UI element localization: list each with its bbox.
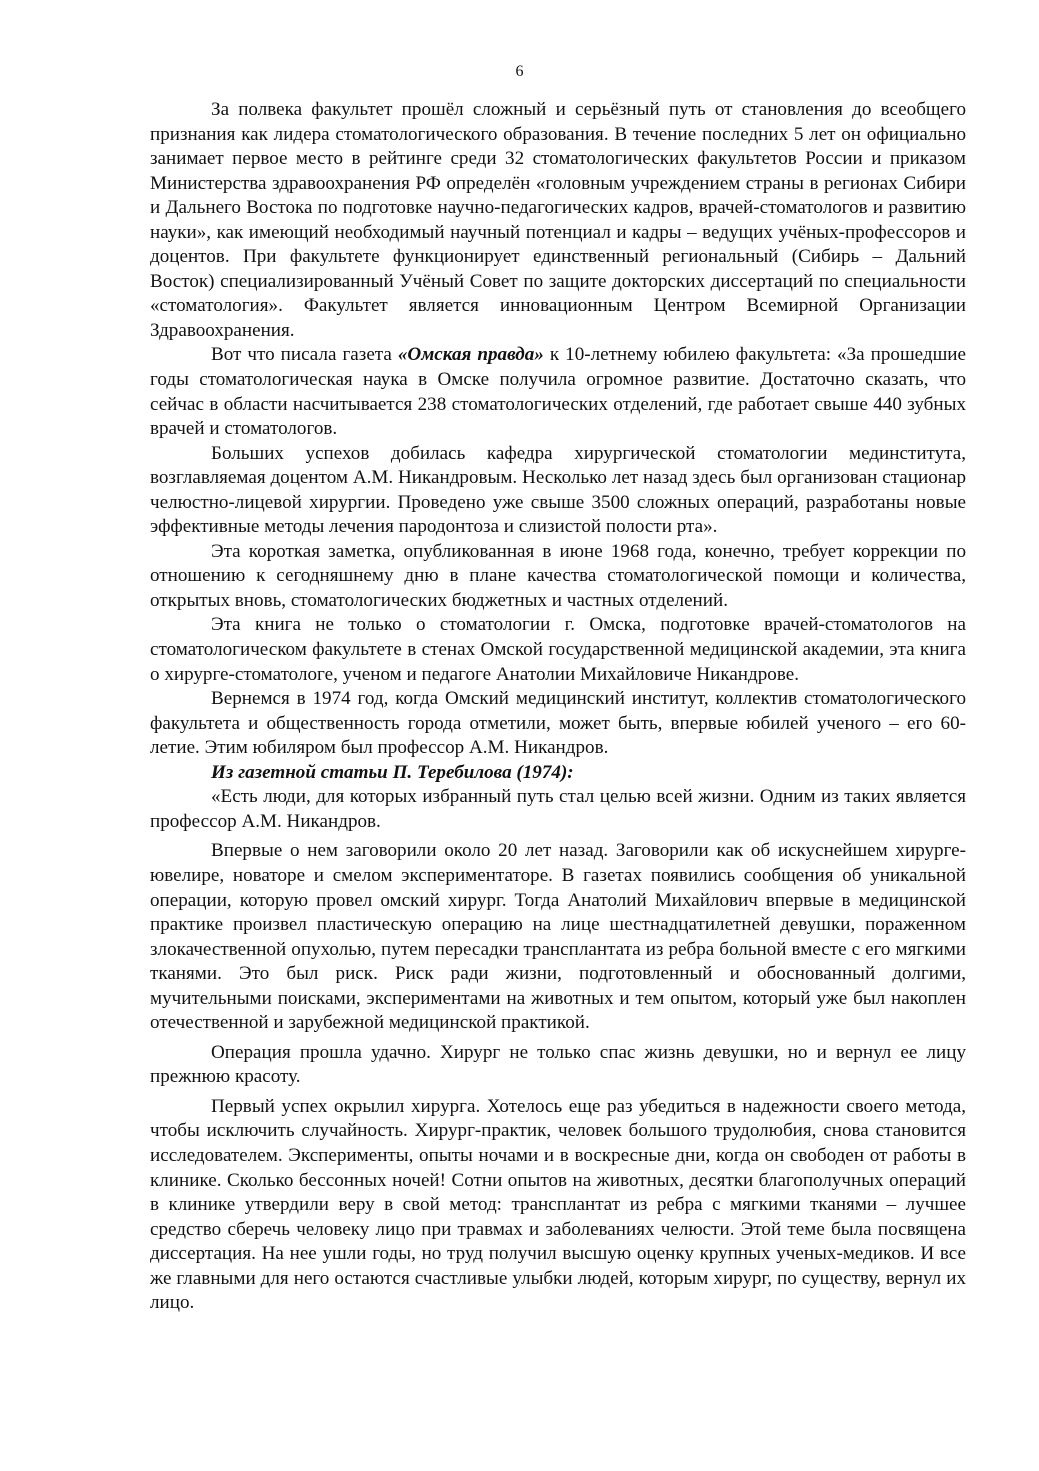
paragraph-surgery-department: Больших успехов добилась кафедра хирургической стоматологии мединститута, возглавляемая доцентом А.М. Никандровым. Несколько лет назад здесь был организован стационар челюстно-лицевой хирургии. Проведено уже свыше 3500 сложных операций, разработаны новые эффективные методы лечения пародонтоза и слизистой полости рта».: [150, 442, 966, 538]
document-body: [150, 98, 966, 1316]
paragraph-newspaper-quote-intro: Вот что писала газета: [211, 344, 398, 366]
article-heading: Из газетной статьи П. Теребилова (1974):: [211, 761, 574, 783]
paragraph-operation-success: Операция прошла удачно. Хирург не только спас жизнь девушки, но и вернул ее лицу прежнюю красоту.: [150, 1041, 966, 1088]
paragraph-newspaper-quote: [150, 343, 966, 441]
paragraph-first-operation: Впервые о нем заговорили около 20 лет назад. Заговорили как об искуснейшем хирурге-ювелире, новаторе и смелом экспериментаторе. В газетах появились сообщения об уникальной операции, которую провел омский хирург. Тогда Анатолий Михайлович впервые в медицинской практике произвел пластическую операцию на лице шестнадцатилетней девушки, пораженном злокачественной опухолью, путем пересадки трансплантата из ребра больной вместе с его мягкими тканями. Это был риск. Риск ради жизни, подготовленный и обоснованный долгими, мучительными поисками, экспериментами на животных и тем опытом, который уже был накоплен отечественной и зарубежной медицинской практикой.: [150, 840, 966, 1034]
paragraph-article-intro: «Есть люди, для которых избранный путь стал целью всей жизни. Одним из таких является профессор А.М. Никандров.: [150, 786, 966, 832]
paragraph-faculty-history: За полвека факультет прошёл сложный и серьёзный путь от становления до всеобщего признания как лидера стоматологического образования. В течение последних 5 лет он официально занимает первое место в рейтинге среди 32 стоматологических факультетов России и приказом Министерства здравоохранения РФ определён «головным учреждением страны в регионах Сибири и Дальнего Востока по подготовке научно-педагогических кадров, врачей-стоматологов и развитию науки», как имеющий необходимый научный потенциал и кадры – ведущих учёных-профессоров и доцентов. При факультете функционирует единственный региональный (Сибирь – Дальний Восток) специализированный Учёный Совет по защите докторских диссертаций по специальности «стоматология». Факультет является инновационным Центром Всемирной Организации Здравоохранения.: [150, 99, 966, 341]
paragraph-jubilee-1974: Вернемся в 1974 год, когда Омский медицинский институт, коллектив стоматологического факультета и общественность города отметили, может быть, впервые юбилей ученого – его 60-летие. Этим юбиляром был профессор А.М. Никандров.: [150, 688, 966, 759]
paragraph-research-method: Первый успех окрылил хирурга. Хотелось еще раз убедиться в надежности своего метода, чтобы исключить случайность. Хирург-практик, человек большого трудолюбия, снова становится исследователем. Эксперименты, опыты ночами и в воскресные дни, когда он свободен от работы в клинике. Сколько бессонных ночей! Сотни опытов на животных, десятки благополучных операций в клинике утвердили веру в свой метод: трансплантат из ребра с мягкими тканями – лучшее средство сберечь человеку лицо при травмах и заболеваниях челюсти. Этой теме была посвящена диссертация. На нее ушли годы, но труд получил высшую оценку крупных ученых-медиков. И все же главными для него остаются счастливые улыбки людей, которым хирург, по существу, вернул их лицо.: [150, 1095, 966, 1314]
newspaper-title: «Омская правда»: [397, 344, 544, 366]
page-number: 6: [515, 63, 524, 80]
paragraph-newspaper-quote-text: к 10-летнему юбилею факультета: «За прошедшие годы стоматологическая наука в Омске получила огромное развитие. Достаточно сказать, что сейчас в области насчитывается 238 стоматологических отделений, где работает свыше 440 зубных врачей и стоматологов.: [150, 344, 966, 440]
paragraph-book-about: Эта книга не только о стоматологии г. Омска, подготовке врачей-стоматологов на стоматологическом факультете в стенах Омской государственной медицинской академии, эта книга о хирурге-стоматологе, ученом и педагоге Анатолии Михайловиче Никандрове.: [150, 614, 966, 685]
paragraph-note-correction: Эта короткая заметка, опубликованная в июне 1968 года, конечно, требует коррекции по отношению к сегодняшнему дню в плане качества стоматологической помощи и количества, открытых вновь, стоматологических бюджетных и частных отделений.: [150, 540, 966, 611]
